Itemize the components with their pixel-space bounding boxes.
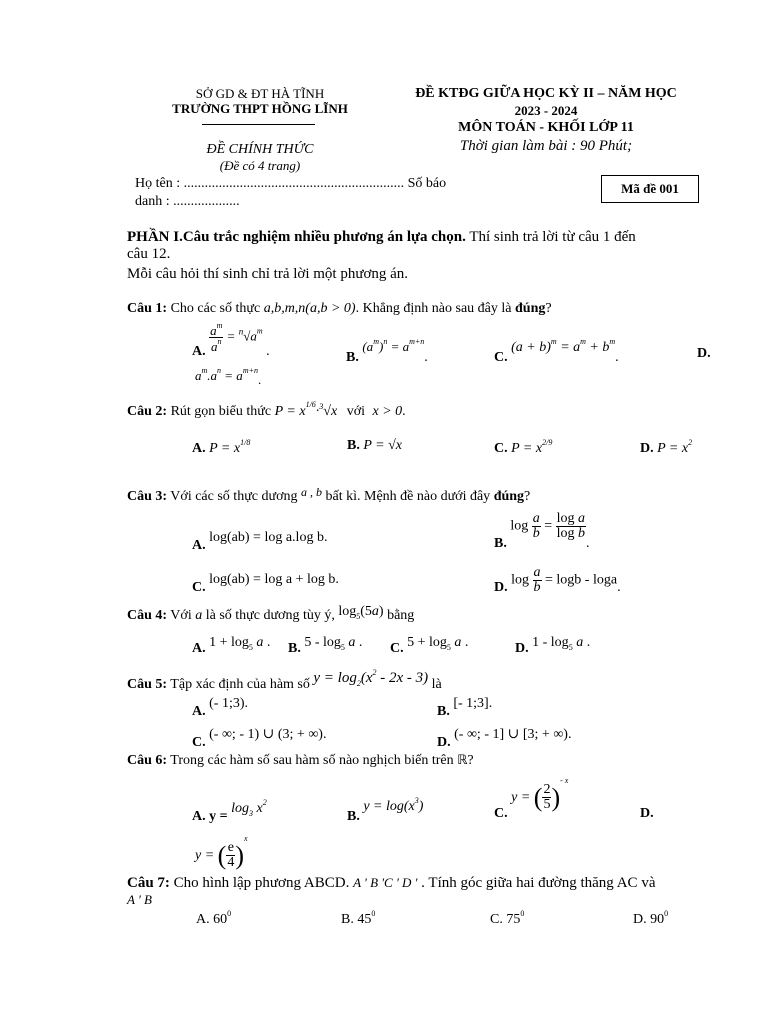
q5-text: Tập xác định của hàm số <box>167 677 314 692</box>
q3-vars: a , b <box>301 485 322 499</box>
q7-option-a-text: A. 60 <box>196 912 228 927</box>
q2-text: Rút gọn biểu thức <box>167 404 275 419</box>
q6-option-d-label[interactable]: D. <box>640 806 654 821</box>
q1-option-c-math: (a + b) <box>511 340 551 355</box>
q5-option-b-math: [- 1;3] <box>453 696 489 711</box>
q5-stem: Câu 5: Tập xác định của hàm số $y = \log_2(x^2 - 2x - 3)$ là <box>127 668 442 692</box>
q2-option-c-label: C. <box>494 441 508 456</box>
q2-option-b[interactable]: B. P = √x <box>347 438 402 453</box>
q7-option-c-degree: 0 <box>520 909 525 918</box>
q3-option-b[interactable]: B. log $\frac{a}{b}$ = $\frac{\text{log a}}{\text{log b}}$ . <box>494 511 590 551</box>
q7-line-ab: A ' B <box>127 892 152 907</box>
q7-option-a-degree: 0 <box>227 909 232 918</box>
q6-end: ? <box>467 753 474 768</box>
q1-label: Câu 1: <box>127 301 168 316</box>
q3-option-b-label: B. <box>494 536 507 551</box>
q3-label: Câu 3: <box>127 489 168 504</box>
student-name-line: Họ tên : ............................................................... Số báo <box>135 176 447 191</box>
q1-option-d[interactable]: $a^m.a^n = a^{m+n}$. <box>195 366 262 387</box>
q5-option-a[interactable]: A. (- 1;3). <box>192 696 249 719</box>
q1-text: Cho các số thực <box>167 301 264 316</box>
q3-option-a-label: A. <box>192 538 206 553</box>
q7-option-d[interactable] <box>633 909 668 928</box>
part1-heading <box>127 229 636 246</box>
q7-option-c-text: C. 75 <box>490 912 521 927</box>
q5-option-b[interactable]: B. [- 1;3]. <box>437 696 493 719</box>
q4-text-2: là số thực dương tùy ý, <box>202 608 339 623</box>
q1-text-2: . Khẳng định nào sau đây là <box>355 301 515 316</box>
q1-option-c[interactable]: C. $(a + b)^m = a^m + b^m$. <box>494 337 619 365</box>
q1-option-a[interactable]: A. $\frac{a^m}{a^n}$ = $^n√a^m$ . <box>192 321 270 359</box>
q4-option-c-label: C. <box>390 641 404 656</box>
q5-option-a-label: A. <box>192 704 206 719</box>
q6-option-c-label: C. <box>494 806 508 821</box>
q4-var: a <box>195 608 203 623</box>
q2-option-d[interactable]: D. $P = x^2$ <box>640 438 693 456</box>
q7-text-2: . Tính góc giữa hai đường thăng AC và <box>417 875 656 891</box>
q3-emphasis: đúng <box>493 489 525 504</box>
q1-option-c-label: C. <box>494 350 508 365</box>
q4-text: Với <box>167 608 196 623</box>
exam-code: Mã đề 001 <box>621 181 679 196</box>
subject-line: MÔN TOÁN - KHỐI LỚP 11 <box>458 120 634 135</box>
q7-option-d-degree: 0 <box>664 909 669 918</box>
q3-text-2: bất kì. Mệnh đề nào dưới đây <box>322 489 494 504</box>
part1-instruction-cont: câu 12. <box>127 246 171 262</box>
q4-label: Câu 4: <box>127 608 168 623</box>
q5-option-a-math: (- 1;3) <box>209 696 245 711</box>
q5-option-c-math: (- ∞; - 1) ∪ (3; + ∞) <box>209 727 323 742</box>
q6-option-b-label: B. <box>347 809 360 824</box>
q3-stem <box>127 485 531 505</box>
school-year: 2023 - 2024 <box>514 103 578 118</box>
q1-end: ? <box>545 301 552 316</box>
real-numbers-symbol: ℝ <box>457 753 468 768</box>
q3-text: Với các số thực dương <box>167 489 301 504</box>
q6-option-a[interactable]: A. $y = \log_3 x^2$ <box>192 798 267 824</box>
q1-option-b-label: B. <box>346 350 359 365</box>
q7-option-a[interactable] <box>196 909 231 928</box>
q4-option-b[interactable]: B. $5 - \log_5 a$ . <box>288 635 363 656</box>
q7-option-b[interactable] <box>341 909 375 928</box>
q4-text-3: bằng <box>383 608 415 623</box>
q4-option-b-label: B. <box>288 641 301 656</box>
q2-option-c[interactable]: C. $P = x^{2/9}$ <box>494 438 553 456</box>
q3-option-a-math: log(ab) = log a.log b <box>209 530 324 545</box>
q2-option-a-label: A. <box>192 441 206 456</box>
q7-option-b-degree: 0 <box>371 909 376 918</box>
q2-label: Câu 2: <box>127 404 168 419</box>
q2-option-b-label: B. <box>347 438 360 453</box>
q7-stem <box>127 875 655 892</box>
part1-title: PHẦN I.Câu trắc nghiệm nhiều phương án lựa chọn. <box>127 229 466 245</box>
q7-label: Câu 7: <box>127 875 170 891</box>
q7-option-b-text: B. 45 <box>341 912 372 927</box>
student-id-line: danh : ................... <box>135 194 240 209</box>
q3-option-a[interactable]: A. log(ab) = log a.log b. <box>192 530 328 553</box>
q1-option-b[interactable]: B. $(a^m)^n = a^{m+n}$. <box>346 337 428 365</box>
q2-stem: Câu 2: Rút gọn biểu thức $P = x^{1/6}\cdot^3√x$ với x > 0. <box>127 400 406 419</box>
q6-option-d[interactable]: y = ( $\frac{e}{4}$ )$^x$ <box>195 834 248 871</box>
q2-expression: $P = x^{1/6}\cdot^3√x$ <box>274 400 338 419</box>
q7-prime-vertices: A ' B 'C ' D ' <box>353 875 418 890</box>
official-label: ĐỀ CHÍNH THỨC <box>206 142 314 157</box>
q1-stem <box>127 301 552 317</box>
q3-option-d-rhs: = logb - loga <box>541 572 618 588</box>
q3-option-c[interactable]: C. log(ab) = log a + log b. <box>192 572 339 595</box>
q5-label: Câu 5: <box>127 677 168 692</box>
q5-option-c[interactable]: C. (- ∞; - 1) ∪ (3; + ∞). <box>192 727 327 750</box>
q3-option-c-math: log(ab) = log a + log b <box>209 572 336 587</box>
q4-option-a[interactable]: A. $1 + \log_5 a$ . <box>192 635 271 656</box>
q4-option-d[interactable]: D. $1 - \log_5 a$ . <box>515 635 591 656</box>
q6-stem <box>127 753 474 769</box>
q1-option-c-rhs: = a <box>556 340 581 355</box>
q4-option-c[interactable]: C. $5 + \log_5 a$ . <box>390 635 469 656</box>
q6-option-a-label: A. y = <box>192 809 232 824</box>
q4-option-d-label: D. <box>515 641 529 656</box>
q3-option-d[interactable]: D. log $\frac{a}{b}$ = logb - loga. <box>494 565 621 595</box>
q1-condition: a,b,m,n(a,b > 0) <box>263 301 356 316</box>
q4-expression: log <box>338 604 357 619</box>
q6-option-c[interactable]: C. y = ( $\frac{2}{5}$ )$^{- x}$ <box>494 776 569 821</box>
q1-option-b-math: (a <box>362 339 374 354</box>
department-name: SỞ GD & ĐT HÀ TĨNH <box>195 86 325 101</box>
header-divider <box>202 124 315 125</box>
q2-option-a[interactable]: A. $P = x^{1/8}$ <box>192 438 251 456</box>
q5-text-2: là <box>428 677 442 692</box>
q1-emphasis: đúng <box>515 301 546 316</box>
q6-text: Trong các hàm số sau hàm số nào nghịch biến trên <box>167 753 458 768</box>
pages-note: (Đề có 4 trang) <box>219 158 301 173</box>
q6-label: Câu 6: <box>127 753 168 768</box>
q1-option-c-rhs2: + b <box>585 340 610 355</box>
school-name: TRƯỜNG THPT HỒNG LĨNH <box>172 101 348 116</box>
q4-stem: Câu 4: Với a là số thực dương tùy ý, $\log_5(5a)$ bằng <box>127 604 415 623</box>
q7-option-d-text: D. 90 <box>633 912 665 927</box>
exam-code-box <box>601 175 699 203</box>
q2-option-d-label: D. <box>640 441 654 456</box>
q5-option-d-label: D. <box>437 735 451 750</box>
part1-instruction-2: Mỗi câu hỏi thí sinh chỉ trả lời một phương án. <box>127 266 409 282</box>
q2-text-2: với <box>343 404 369 419</box>
exam-title: ĐỀ KTĐG GIỮA HỌC KỲ II – NĂM HỌC <box>415 86 677 101</box>
q5-option-d-math: (- ∞; - 1] ∪ [3; + ∞) <box>454 727 568 742</box>
part1-instruction: Thí sinh trả lời từ câu 1 đến <box>465 229 636 245</box>
q2-condition: x > 0 <box>372 404 403 419</box>
time-limit: Thời gian làm bài : 90 Phút; <box>459 138 633 154</box>
q3-end: ? <box>524 489 531 504</box>
q1-option-d-label[interactable]: D. <box>697 346 711 361</box>
q7-text: Cho hình lập phương ABCD. <box>169 875 354 891</box>
q3-option-d-label: D. <box>494 580 508 595</box>
q4-option-a-label: A. <box>192 641 206 656</box>
q5-option-d[interactable]: D. (- ∞; - 1] ∪ [3; + ∞). <box>437 727 572 750</box>
q5-option-b-label: B. <box>437 704 450 719</box>
q6-option-b[interactable]: B. $y = \log(x^3)$ <box>347 796 424 824</box>
q7-option-c[interactable] <box>490 909 524 928</box>
q3-option-c-label: C. <box>192 580 206 595</box>
q1-option-a-label: A. <box>192 344 206 359</box>
q5-option-c-label: C. <box>192 735 206 750</box>
